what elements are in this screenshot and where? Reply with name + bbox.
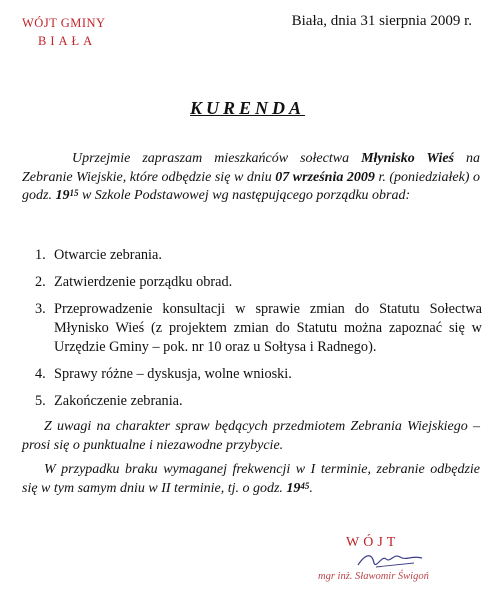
agenda-item	[22, 246, 482, 265]
agenda-number: 4.	[35, 366, 46, 382]
agenda-text: Sprawy różne – dyskusja, wolne wnioski.	[54, 366, 292, 382]
document-date: Biała, dnia 31 sierpnia 2009 r.	[291, 13, 472, 29]
closing-paragraph-1: Z uwagi na charakter spraw będących przedmiotem Zebrania Wiejskiego – prosi się o punktualne i niezawodne przybycie.	[22, 419, 480, 453]
closing-section	[22, 418, 480, 504]
village-name: Młynisko Wieś	[361, 151, 454, 166]
closing-paragraph-2	[22, 461, 480, 498]
stamp-line-1: WÓJT GMINY	[22, 16, 106, 30]
handwritten-signature	[356, 549, 426, 571]
document-title: KURENDA	[190, 98, 306, 118]
agenda-item	[22, 365, 482, 384]
meeting-time	[55, 188, 78, 203]
agenda-item	[22, 392, 482, 411]
agenda-item	[22, 273, 482, 292]
meeting-hour: 19	[55, 188, 70, 203]
signatory-name: mgr inż. Sławomir Świgoń	[318, 571, 429, 582]
agenda-text: Otwarcie zebrania.	[54, 247, 162, 263]
meeting-date: 07 września 2009	[275, 169, 375, 185]
meeting-minutes: 15	[69, 188, 79, 198]
intro-text-3: r. (poniedziałek) o godz.	[22, 169, 480, 203]
signature-stamp: WÓJT	[346, 535, 400, 550]
agenda-number: 3.	[35, 301, 46, 317]
agenda-list	[22, 246, 482, 419]
second-term-hour: 19	[286, 480, 301, 496]
intro-paragraph	[22, 150, 480, 206]
agenda-text: Zatwierdzenie porządku obrad.	[54, 274, 233, 290]
second-term-minutes: 45	[300, 480, 310, 491]
second-term-time	[286, 481, 309, 496]
intro-text-2: na Zebranie Wiejskie, które odbędzie się w dniu	[22, 151, 480, 185]
agenda-text: Przeprowadzenie konsultacji w sprawie zmian do Statutu Sołectwa Młynisko Wieś (z projektem zmian do Statutu można zapoznać się w Urzędzie Gminy – pok. nr 10 oraz u Sołtysa i Radnego).	[54, 301, 482, 355]
official-stamp	[22, 14, 106, 50]
agenda-text: Zakończenie zebrania.	[54, 393, 183, 409]
stamp-line-2: BIAŁA	[38, 34, 97, 48]
agenda-number: 5.	[35, 393, 46, 409]
agenda-number: 1.	[35, 247, 46, 263]
intro-text-4: w Szkole Podstawowej wg następującego porządku obrad:	[78, 188, 411, 203]
closing-text: W przypadku braku wymaganej frekwencji w I terminie, zebranie odbędzie się w tym samym dniu w II terminie, tj. o godz.	[22, 462, 480, 496]
signature-block	[318, 535, 478, 582]
agenda-number: 2.	[35, 274, 46, 290]
intro-text-1: Uprzejmie zapraszam mieszkańców sołectwa	[72, 151, 362, 166]
closing-period: .	[309, 480, 313, 496]
agenda-item	[22, 300, 482, 357]
